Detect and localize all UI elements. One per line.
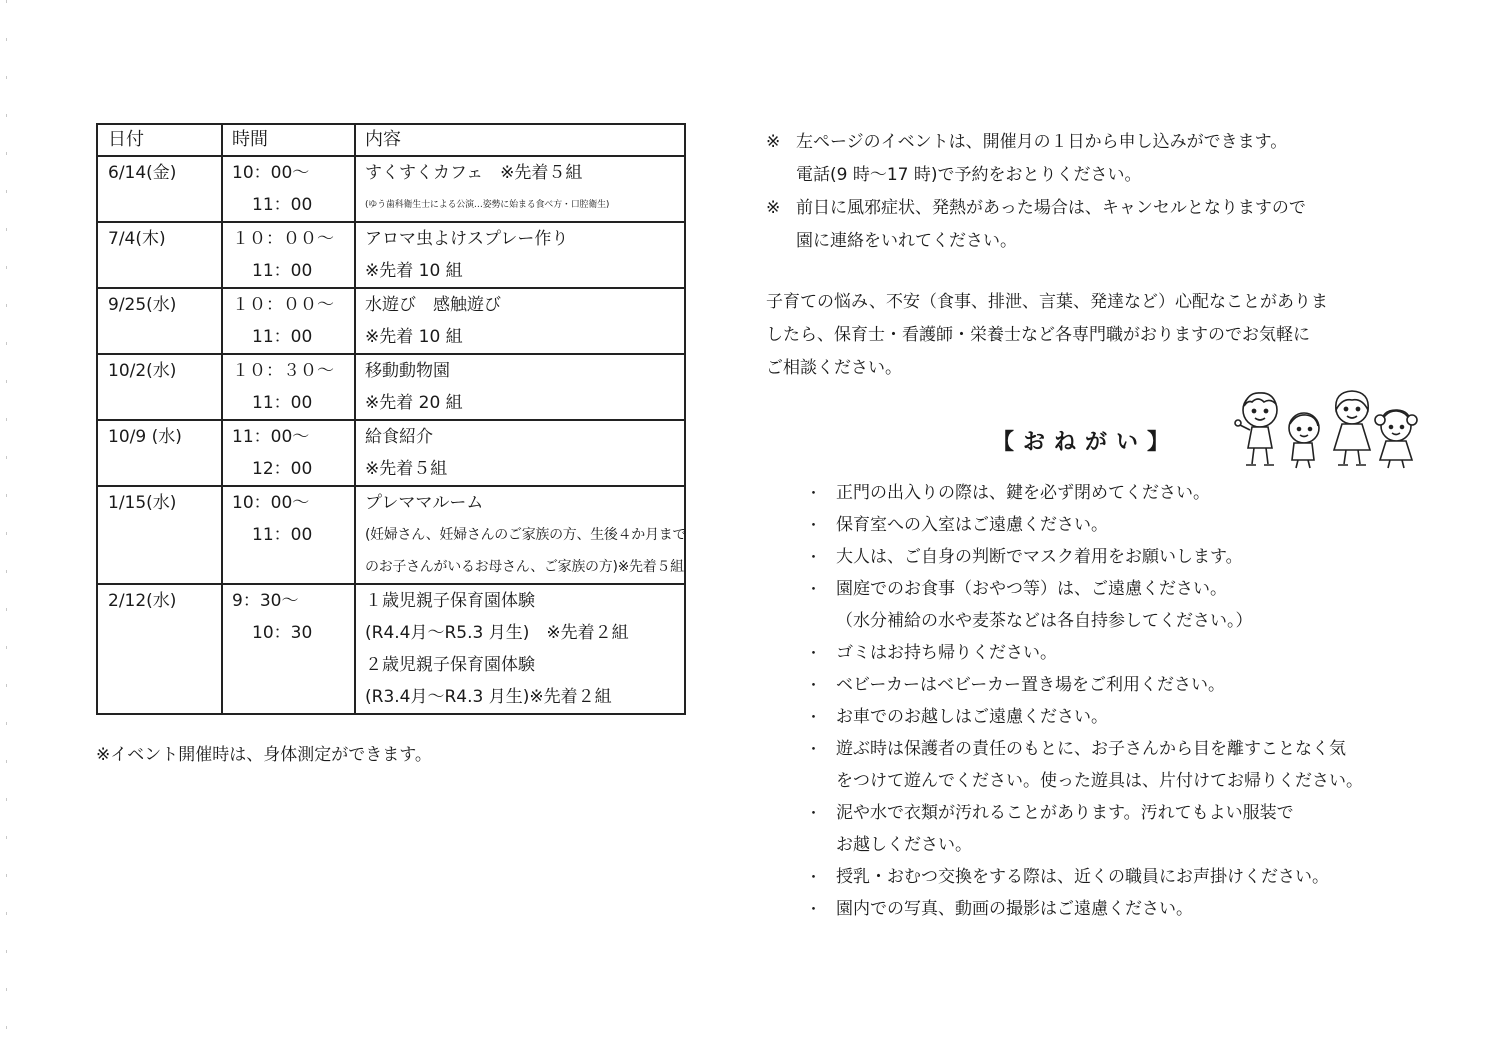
event-time-end: 10：30 (252, 623, 313, 643)
table-row (97, 584, 685, 714)
schedule-footnote: ※イベント開催時は、身体測定ができます。 (96, 745, 432, 765)
request-line: 保育室への入室はご遠慮ください。 (836, 515, 1108, 535)
consultation-line: したら、保育士・看護師・栄養士など各専門職がおりますのでお気軽に (766, 325, 1310, 345)
list-item (806, 733, 1363, 797)
event-time-start: 11：00～ (232, 427, 310, 447)
list-item (806, 573, 1363, 637)
list-item (806, 893, 1363, 925)
event-date: 10/9 (水) (108, 427, 182, 447)
event-title: すくすくカフェ ※先着５組 (365, 163, 583, 183)
event-time-start: １０：００～ (232, 295, 334, 315)
notice-list (766, 126, 1306, 258)
list-item (806, 541, 1363, 573)
event-detail: のお子さんがいるお母さん、ご家族の方)※先着５組 (365, 559, 684, 575)
event-detail: (妊婦さん、妊婦さんのご家族の方、生後４か月まで (365, 527, 687, 543)
event-title: プレママルーム (365, 493, 484, 513)
event-date: 2/12(水) (108, 591, 177, 611)
table-row (97, 486, 685, 584)
event-schedule-table (96, 123, 686, 715)
table-row (97, 354, 685, 420)
list-item (806, 701, 1363, 733)
event-detail: ※先着 20 組 (365, 393, 463, 413)
request-line: ゴミはお持ち帰りください。 (836, 643, 1057, 663)
bullet: ・ (806, 708, 822, 726)
consultation-line: ご相談ください。 (766, 358, 902, 378)
request-title: 【おねがい】 (992, 430, 1179, 455)
event-time-start: １０：３０～ (232, 361, 334, 381)
request-line: お車でのお越しはご遠慮ください。 (836, 707, 1108, 727)
event-date: 7/4(木) (108, 229, 166, 249)
event-date: 9/25(水) (108, 295, 177, 315)
table-header-row (97, 124, 685, 156)
request-line: お越しください。 (836, 835, 972, 855)
event-time-start: １０：００～ (232, 229, 334, 249)
scan-edge (6, 0, 7, 1059)
request-line: 大人は、ご自身の判断でマスク着用をお願いします。 (836, 547, 1243, 567)
request-list (806, 477, 1363, 925)
event-title: ２歳児親子保育園体験 (365, 655, 535, 675)
table-row (97, 420, 685, 486)
notice-line: 前日に風邪症状、発熱があった場合は、キャンセルとなりますので (796, 198, 1306, 218)
notice-line: 電話(9 時～17 時)で予約をおとりください。 (796, 165, 1142, 185)
notice-line: 左ページのイベントは、開催月の１日から申し込みができます。 (796, 132, 1288, 152)
event-time-end: 12：00 (252, 459, 313, 479)
request-line: ベビーカーはベビーカー置き場をご利用ください。 (836, 675, 1225, 695)
list-item (806, 477, 1363, 509)
notice-line: 園に連絡をいれてください。 (796, 231, 1017, 251)
event-time-end: 11：00 (252, 327, 313, 347)
header-content: 内容 (355, 124, 685, 156)
bullet: ・ (806, 804, 822, 822)
consultation-line: 子育ての悩み、不安（食事、排泄、言葉、発達など）心配なことがありま (766, 292, 1329, 312)
notice-item (766, 192, 1306, 258)
header-time: 時間 (222, 124, 355, 156)
bullet: ・ (806, 900, 822, 918)
bullet: ・ (806, 740, 822, 758)
event-time-end: 11：00 (252, 195, 313, 215)
table-row (97, 222, 685, 288)
event-date: 10/2(水) (108, 361, 177, 381)
notice-item (766, 126, 1306, 192)
request-line: 園内での写真、動画の撮影はご遠慮ください。 (836, 899, 1193, 919)
event-title: 水遊び 感触遊び (365, 295, 501, 315)
header-date: 日付 (97, 124, 222, 156)
event-date: 1/15(水) (108, 493, 177, 513)
notice-mark: ※ (766, 132, 781, 152)
request-line: をつけて遊んでください。使った遊具は、片付けてお帰りください。 (836, 771, 1363, 791)
table-row (97, 156, 685, 222)
event-time-start: 9：30～ (232, 591, 299, 611)
event-title: アロマ虫よけスプレー作り (365, 229, 569, 249)
request-line: 正門の出入りの際は、鍵を必ず閉めてください。 (836, 483, 1210, 503)
event-detail: (R4.4月～R5.3 月生) ※先着２組 (365, 623, 629, 643)
event-time-end: 11：00 (252, 393, 313, 413)
event-detail: (ゆう歯科衛生士による公演…姿勢に始まる食べ方・口腔衛生) (365, 200, 610, 210)
bullet: ・ (806, 516, 822, 534)
list-item (806, 861, 1363, 893)
event-title: 移動動物園 (365, 361, 450, 381)
event-detail: ※先着５組 (365, 459, 448, 479)
table-row (97, 288, 685, 354)
event-time-start: 10：00～ (232, 163, 310, 183)
bullet: ・ (806, 676, 822, 694)
notice-mark: ※ (766, 198, 781, 218)
list-item (806, 509, 1363, 541)
event-date: 6/14(金) (108, 163, 177, 183)
request-line: 泥や水で衣類が汚れることがあります。汚れてもよい服装で (836, 803, 1294, 823)
list-item (806, 797, 1363, 861)
request-line: 遊ぶ時は保護者の責任のもとに、お子さんから目を離すことなく気 (836, 739, 1346, 759)
request-line: （水分補給の水や麦茶などは各自持参してください。） (836, 611, 1253, 631)
event-detail: ※先着 10 組 (365, 261, 463, 281)
consultation-paragraph (766, 286, 1328, 385)
bullet: ・ (806, 548, 822, 566)
list-item (806, 669, 1363, 701)
bullet: ・ (806, 580, 822, 598)
request-line: 授乳・おむつ交換をする際は、近くの職員にお声掛けください。 (836, 867, 1329, 887)
children-illustration-icon (1234, 388, 1424, 470)
bullet: ・ (806, 644, 822, 662)
event-detail: (R3.4月～R4.3 月生)※先着２組 (365, 687, 612, 707)
event-time-end: 11：00 (252, 525, 313, 545)
event-title: 給食紹介 (365, 427, 433, 447)
event-time-end: 11：00 (252, 261, 313, 281)
event-title: １歳児親子保育園体験 (365, 591, 535, 611)
list-item (806, 637, 1363, 669)
event-detail: ※先着 10 組 (365, 327, 463, 347)
event-time-start: 10：00～ (232, 493, 310, 513)
bullet: ・ (806, 868, 822, 886)
bullet: ・ (806, 484, 822, 502)
request-line: 園庭でのお食事（おやつ等）は、ご遠慮ください。 (836, 579, 1227, 599)
